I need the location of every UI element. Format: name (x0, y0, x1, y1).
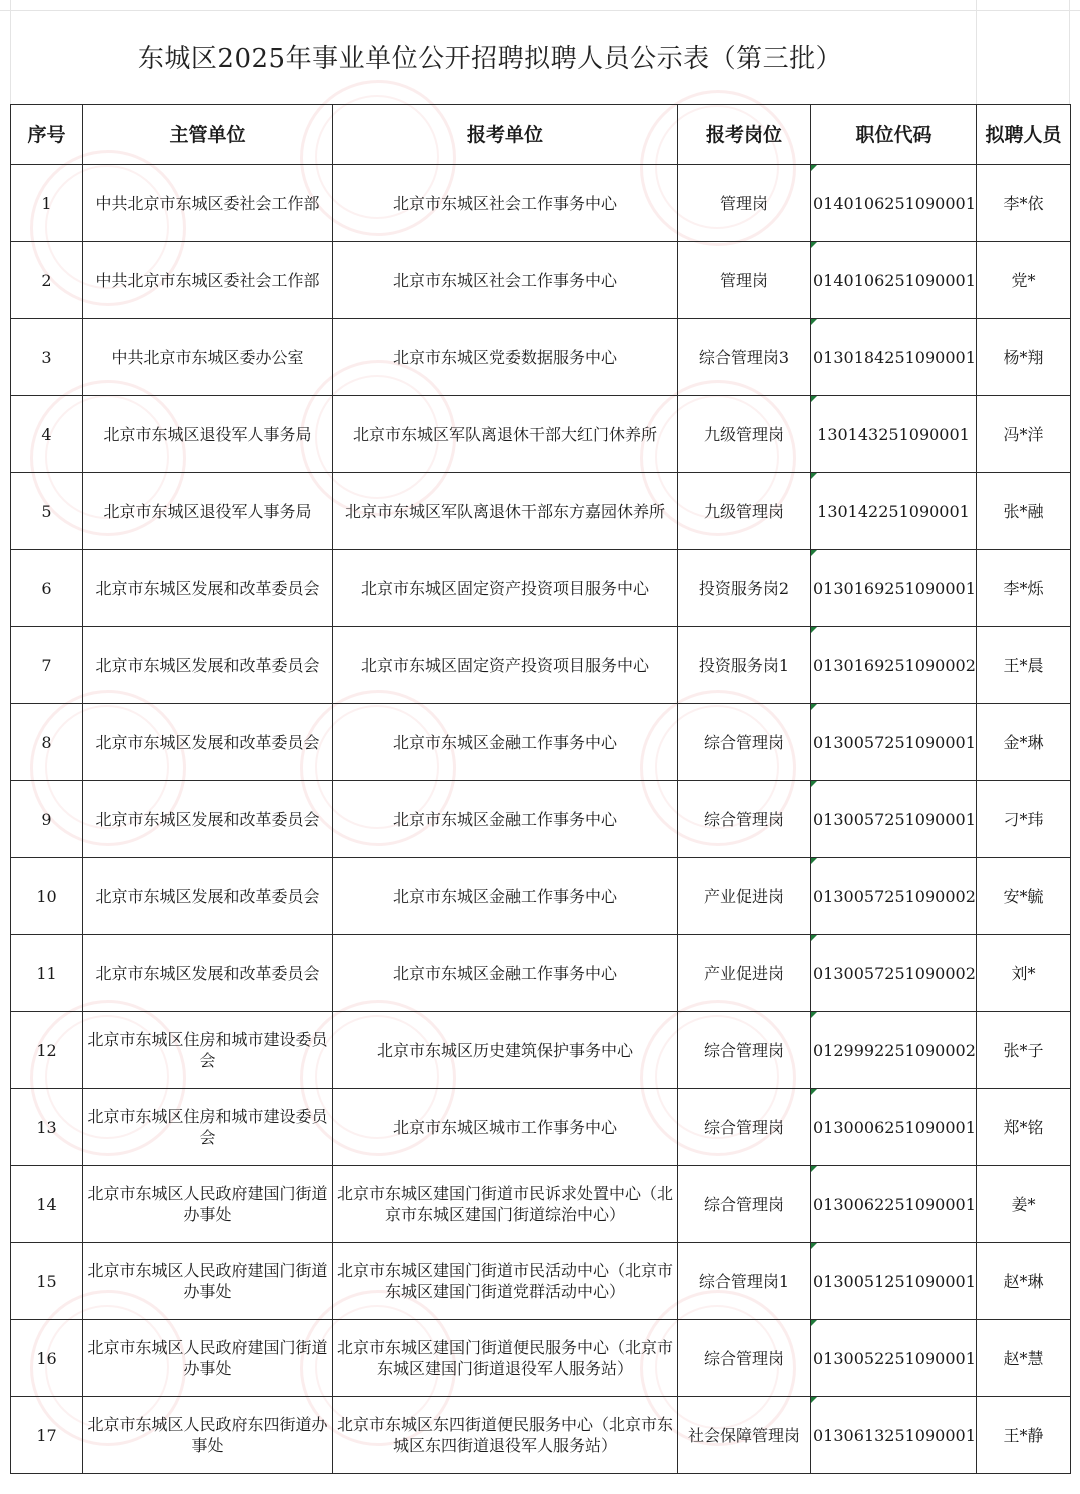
cell-unit: 北京市东城区金融工作事务中心 (333, 858, 678, 935)
column-header-no: 序号 (11, 105, 83, 165)
cell-code: 0130184251090001 (811, 319, 977, 396)
cell-no: 10 (11, 858, 83, 935)
cell-unit: 北京市东城区党委数据服务中心 (333, 319, 678, 396)
cell-name: 李*依 (977, 165, 1071, 242)
cell-code: 0130613251090001 (811, 1397, 977, 1474)
roster-table (10, 104, 1071, 1474)
cell-unit: 北京市东城区历史建筑保护事务中心 (333, 1012, 678, 1089)
cell-unit: 北京市东城区东四街道便民服务中心（北京市东城区东四街道退役军人服务站） (333, 1397, 678, 1474)
cell-no: 4 (11, 396, 83, 473)
grid-line (0, 10, 1080, 11)
table-row (11, 1243, 1071, 1320)
cell-dept: 北京市东城区人民政府建国门街道办事处 (83, 1320, 333, 1397)
cell-dept: 北京市东城区住房和城市建设委员会 (83, 1089, 333, 1166)
table-row (11, 165, 1071, 242)
cell-name: 刁*玮 (977, 781, 1071, 858)
cell-unit: 北京市东城区城市工作事务中心 (333, 1089, 678, 1166)
cell-dept: 北京市东城区发展和改革委员会 (83, 935, 333, 1012)
cell-dept: 中共北京市东城区委办公室 (83, 319, 333, 396)
cell-post: 社会保障管理岗 (678, 1397, 811, 1474)
cell-code: 0130057251090002 (811, 935, 977, 1012)
cell-code: 0130062251090001 (811, 1166, 977, 1243)
cell-code: 0130169251090002 (811, 627, 977, 704)
table-row (11, 781, 1071, 858)
cell-name: 赵*琳 (977, 1243, 1071, 1320)
table-row (11, 319, 1071, 396)
cell-dept: 北京市东城区退役军人事务局 (83, 473, 333, 550)
column-header-unit: 报考单位 (333, 105, 678, 165)
cell-unit: 北京市东城区军队离退休干部东方嘉园休养所 (333, 473, 678, 550)
cell-dept: 北京市东城区发展和改革委员会 (83, 550, 333, 627)
cell-post: 综合管理岗 (678, 1089, 811, 1166)
cell-dept: 北京市东城区住房和城市建设委员会 (83, 1012, 333, 1089)
cell-unit: 北京市东城区建国门街道市民活动中心（北京市东城区建国门街道党群活动中心） (333, 1243, 678, 1320)
cell-unit: 北京市东城区金融工作事务中心 (333, 704, 678, 781)
cell-post: 综合管理岗 (678, 1166, 811, 1243)
cell-post: 产业促进岗 (678, 935, 811, 1012)
cell-no: 14 (11, 1166, 83, 1243)
grid-line (976, 0, 977, 104)
cell-dept: 北京市东城区发展和改革委员会 (83, 627, 333, 704)
cell-code: 130142251090001 (811, 473, 977, 550)
cell-unit: 北京市东城区固定资产投资项目服务中心 (333, 550, 678, 627)
cell-name: 党* (977, 242, 1071, 319)
cell-post: 管理岗 (678, 242, 811, 319)
cell-dept: 北京市东城区人民政府东四街道办事处 (83, 1397, 333, 1474)
cell-code: 0140106251090001 (811, 242, 977, 319)
cell-no: 16 (11, 1320, 83, 1397)
cell-code: 0130052251090001 (811, 1320, 977, 1397)
cell-post: 综合管理岗3 (678, 319, 811, 396)
page-title: 东城区2025年事业单位公开招聘拟聘人员公示表（第三批） (137, 44, 843, 74)
cell-dept: 北京市东城区发展和改革委员会 (83, 781, 333, 858)
cell-dept: 中共北京市东城区委社会工作部 (83, 242, 333, 319)
cell-name: 王*晨 (977, 627, 1071, 704)
cell-code: 0130057251090001 (811, 704, 977, 781)
cell-post: 九级管理岗 (678, 473, 811, 550)
cell-dept: 北京市东城区人民政府建国门街道办事处 (83, 1166, 333, 1243)
cell-no: 9 (11, 781, 83, 858)
cell-no: 6 (11, 550, 83, 627)
table-row (11, 1397, 1071, 1474)
grid-line (10, 0, 11, 104)
cell-no: 13 (11, 1089, 83, 1166)
table-row (11, 704, 1071, 781)
cell-post: 综合管理岗 (678, 1012, 811, 1089)
table-row (11, 627, 1071, 704)
column-header-name: 拟聘人员 (977, 105, 1071, 165)
cell-dept: 北京市东城区发展和改革委员会 (83, 858, 333, 935)
cell-name: 金*琳 (977, 704, 1071, 781)
cell-post: 管理岗 (678, 165, 811, 242)
cell-dept: 北京市东城区人民政府建国门街道办事处 (83, 1243, 333, 1320)
cell-no: 12 (11, 1012, 83, 1089)
table-row (11, 935, 1071, 1012)
cell-no: 5 (11, 473, 83, 550)
column-header-post: 报考岗位 (678, 105, 811, 165)
cell-dept: 中共北京市东城区委社会工作部 (83, 165, 333, 242)
cell-name: 李*烁 (977, 550, 1071, 627)
cell-dept: 北京市东城区退役军人事务局 (83, 396, 333, 473)
cell-no: 3 (11, 319, 83, 396)
cell-unit: 北京市东城区建国门街道便民服务中心（北京市东城区建国门街道退役军人服务站） (333, 1320, 678, 1397)
cell-dept: 北京市东城区发展和改革委员会 (83, 704, 333, 781)
cell-code: 0130051251090001 (811, 1243, 977, 1320)
table-row (11, 1012, 1071, 1089)
cell-post: 投资服务岗2 (678, 550, 811, 627)
cell-code: 0130057251090001 (811, 781, 977, 858)
cell-no: 8 (11, 704, 83, 781)
table-row (11, 858, 1071, 935)
table-row (11, 1166, 1071, 1243)
cell-no: 17 (11, 1397, 83, 1474)
table-row (11, 1320, 1071, 1397)
cell-post: 九级管理岗 (678, 396, 811, 473)
cell-post: 综合管理岗1 (678, 1243, 811, 1320)
cell-name: 刘* (977, 935, 1071, 1012)
cell-code: 0130006251090001 (811, 1089, 977, 1166)
cell-name: 郑*铭 (977, 1089, 1071, 1166)
cell-name: 赵*慧 (977, 1320, 1071, 1397)
table-row (11, 242, 1071, 319)
cell-post: 综合管理岗 (678, 704, 811, 781)
table-row (11, 550, 1071, 627)
cell-unit: 北京市东城区金融工作事务中心 (333, 781, 678, 858)
cell-post: 产业促进岗 (678, 858, 811, 935)
cell-name: 姜* (977, 1166, 1071, 1243)
cell-post: 综合管理岗 (678, 781, 811, 858)
cell-name: 王*静 (977, 1397, 1071, 1474)
table-header-row (11, 105, 1071, 165)
cell-post: 综合管理岗 (678, 1320, 811, 1397)
cell-no: 11 (11, 935, 83, 1012)
cell-code: 0130057251090002 (811, 858, 977, 935)
grid-line (1069, 0, 1070, 104)
cell-unit: 北京市东城区金融工作事务中心 (333, 935, 678, 1012)
column-header-dept: 主管单位 (83, 105, 333, 165)
cell-name: 安*毓 (977, 858, 1071, 935)
cell-no: 7 (11, 627, 83, 704)
cell-code: 0130169251090001 (811, 550, 977, 627)
cell-name: 冯*洋 (977, 396, 1071, 473)
cell-name: 杨*翔 (977, 319, 1071, 396)
cell-code: 0140106251090001 (811, 165, 977, 242)
cell-unit: 北京市东城区固定资产投资项目服务中心 (333, 627, 678, 704)
cell-name: 张*融 (977, 473, 1071, 550)
cell-post: 投资服务岗1 (678, 627, 811, 704)
column-header-code: 职位代码 (811, 105, 977, 165)
table-row (11, 1089, 1071, 1166)
table-row (11, 473, 1071, 550)
cell-code: 0129992251090002 (811, 1012, 977, 1089)
cell-unit: 北京市东城区建国门街道市民诉求处置中心（北京市东城区建国门街道综治中心） (333, 1166, 678, 1243)
cell-no: 1 (11, 165, 83, 242)
cell-name: 张*子 (977, 1012, 1071, 1089)
cell-no: 15 (11, 1243, 83, 1320)
cell-no: 2 (11, 242, 83, 319)
table-row (11, 396, 1071, 473)
cell-code: 130143251090001 (811, 396, 977, 473)
cell-unit: 北京市东城区社会工作事务中心 (333, 242, 678, 319)
cell-unit: 北京市东城区社会工作事务中心 (333, 165, 678, 242)
cell-unit: 北京市东城区军队离退休干部大红门休养所 (333, 396, 678, 473)
